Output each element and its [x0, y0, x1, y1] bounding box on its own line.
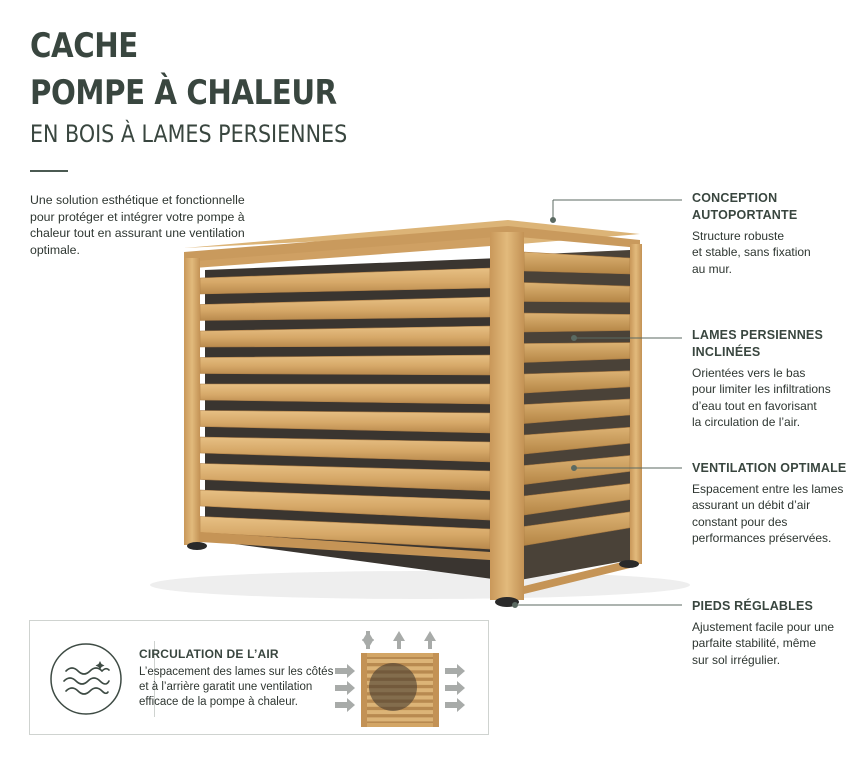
feature-louvered-slats [692, 327, 857, 430]
feature-description: Orientées vers le bas pour limiter les infiltrations d’eau tout en favorisant la circulation de l’air. [692, 366, 831, 429]
ground-shadow [150, 571, 690, 599]
feature-title: VENTILATION OPTIMALE [692, 461, 847, 475]
page-title-line2: POMPE À CHALEUR [30, 73, 337, 113]
feature-title: PIEDS RÉGLABLES [692, 599, 814, 613]
page-title-line1: CACHE [30, 26, 138, 66]
airflow-icon [48, 641, 124, 722]
feature-description: Ajustement facile pour une parfaite stabilité, même sur sol irrégulier. [692, 620, 835, 667]
airflow-panel [29, 620, 489, 735]
feature-description: Structure robuste et stable, sans fixation au mur. [692, 229, 811, 276]
side-slat [524, 283, 630, 303]
airflow-description: L’espacement des lames sur les côtés et à l’arrière garatit une ventilation efficace de la pompe à chaleur. [139, 666, 334, 708]
mini-slat [367, 710, 433, 714]
adjustable-foot-left [187, 542, 207, 550]
mini-slat [367, 659, 433, 663]
feature-ventilation [692, 460, 857, 546]
airflow-text [139, 647, 339, 710]
arrow-up-icon [393, 631, 405, 649]
feature-title: LAMES PERSIENNES INCLINÉES [692, 328, 824, 359]
airflow-title: CIRCULATION DE L’AIR [139, 647, 279, 661]
airflow-diagram [333, 629, 483, 734]
feature-description: Espacement entre les lames assurant un débit d’air constant pour des performances préservées. [692, 482, 844, 545]
feature-freestanding [692, 190, 857, 277]
arrow-up-icon [424, 631, 436, 649]
feature-adjustable-feet [692, 598, 857, 668]
side-slat [524, 313, 630, 332]
adjustable-foot-right [619, 560, 639, 568]
page-subtitle: EN BOIS À LAMES PERSIENNES [30, 120, 348, 148]
mini-slat [367, 717, 433, 721]
feature-title: CONCEPTION AUTOPORTANTE [692, 191, 798, 222]
front-slat [200, 355, 490, 375]
intro-text: Une solution esthétique et fonctionnelle pour protéger et intégrer votre pompe à chaleur tout en assurant une ventilation optimale. [30, 193, 245, 257]
arrow-up-icon [362, 631, 374, 649]
